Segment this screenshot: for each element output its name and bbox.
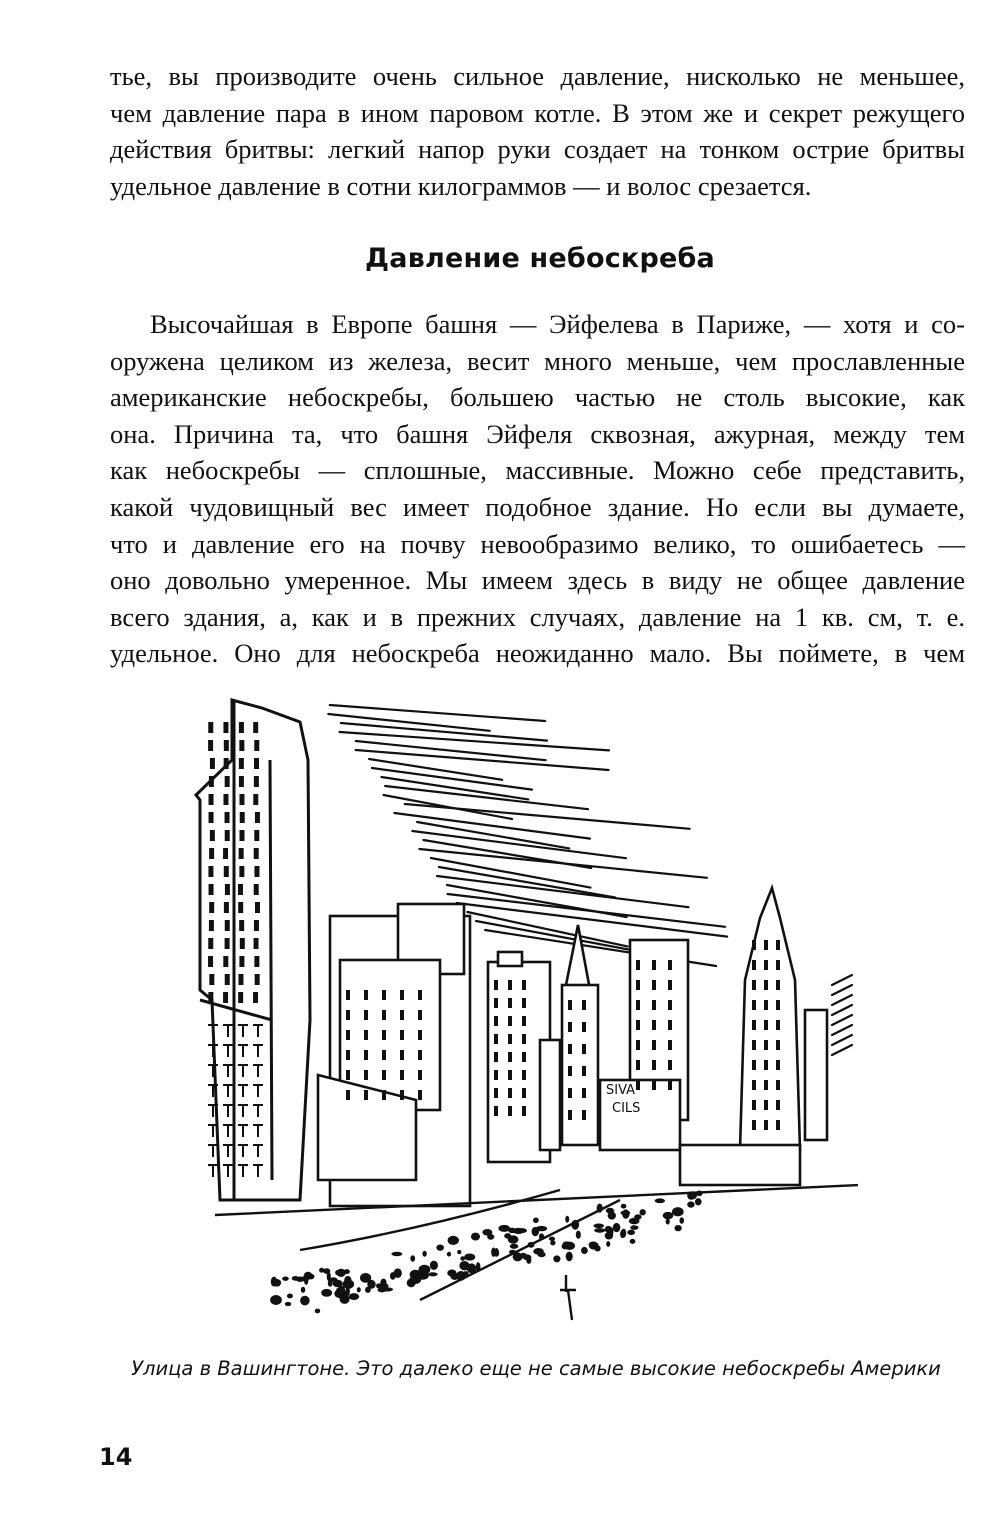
text-line: она. Причина та, что башня Эйфеля сквозная, ажурная, между тем bbox=[110, 418, 965, 449]
text-line: удельное давление в сотни килограммов — и волос срезается. bbox=[110, 170, 812, 201]
sign-text-line: SIVA bbox=[606, 1083, 636, 1098]
skyscraper-street-illustration bbox=[186, 690, 858, 1340]
top-paragraph bbox=[110, 58, 965, 204]
page-number: 14 bbox=[99, 1443, 133, 1471]
figure-caption: Улица в Вашингтоне. Это далеко еще не самые высокие небоскребы Америки bbox=[131, 1357, 941, 1380]
section-paragraph bbox=[110, 306, 965, 672]
text-line: удельное. Оно для небоскреба неожиданно мало. Вы поймете, в чем bbox=[110, 638, 965, 669]
text-line: действия бритвы: легкий напор руки создает на тонком острие бритвы bbox=[110, 134, 965, 165]
text-line: оно довольно умеренное. Мы имеем здесь в виду не общее давление bbox=[110, 565, 965, 596]
text-line: как небоскребы — сплошные, массивные. Можно себе представить, bbox=[110, 455, 965, 486]
text-line: всего здания, а, как и в прежних случаях, давление на 1 кв. см, т. е. bbox=[110, 601, 965, 632]
text-line: что и давление его на почву невообразимо велико, то ошибаетесь — bbox=[110, 528, 965, 559]
text-line: чем давление пара в ином паровом котле. В этом же и секрет режущего bbox=[110, 97, 965, 128]
sign-text-line: CILS bbox=[612, 1101, 641, 1116]
text-line: тье, вы производите очень сильное давление, нисколько не меньшее, bbox=[110, 61, 965, 91]
text-line: какой чудовищный вес имеет подобное здание. Но если вы думаете, bbox=[110, 491, 965, 522]
text-line: оружена целиком из железа, весит много меньше, чем прославленные bbox=[110, 345, 965, 376]
text-line: Высочайшая в Европе башня — Эйфелева в Париже, — хотя и со- bbox=[150, 309, 965, 339]
text-line: американские небоскребы, большею частью не столь высокие, как bbox=[110, 382, 965, 413]
section-heading: Давление небоскреба bbox=[365, 243, 715, 274]
